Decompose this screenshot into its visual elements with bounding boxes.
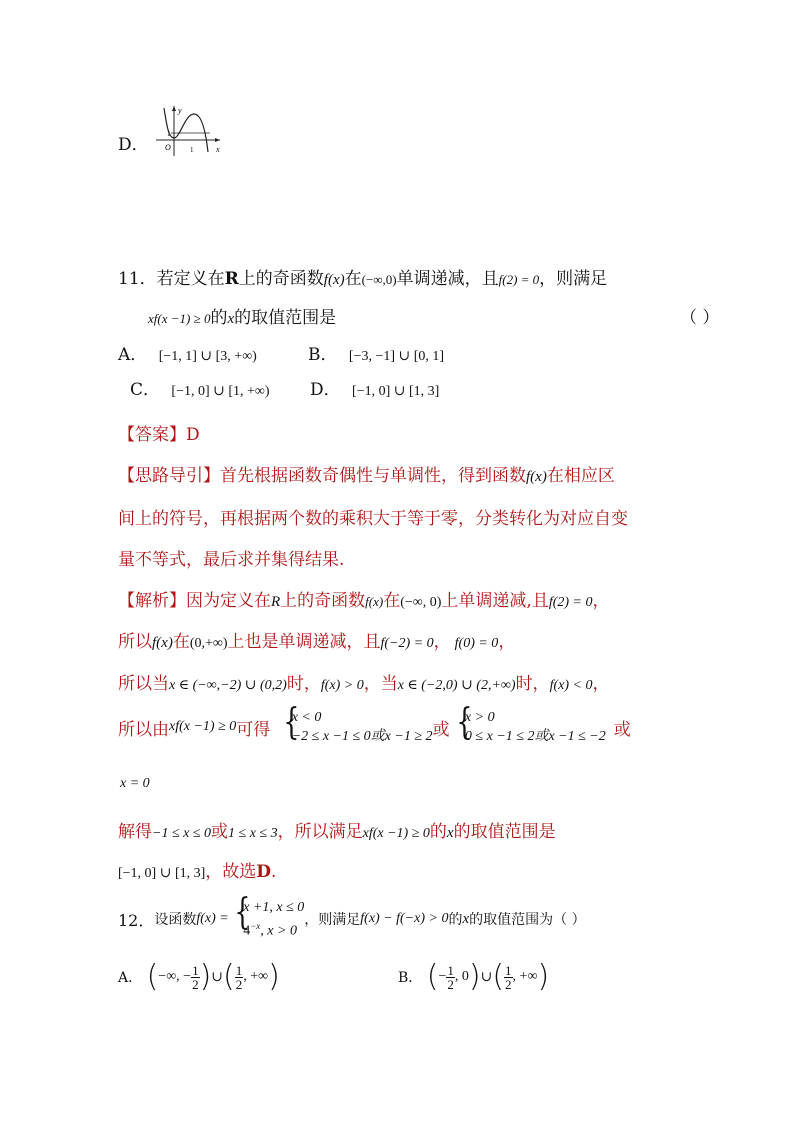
sol-text: 因为定义在 (186, 591, 271, 611)
sol-text: 所以当 (118, 674, 169, 694)
q11-stem-line1 (118, 264, 607, 289)
sol-text: 上也是单调递减，且 (227, 632, 381, 652)
q10-option-d (118, 130, 149, 155)
math-range: −1 ≤ x ≤ 0 (152, 826, 212, 841)
solution-line2 (118, 627, 515, 652)
sol-text: ，当 (363, 674, 398, 694)
q11-stem-line2 (148, 303, 336, 328)
solution-line7 (118, 857, 276, 882)
math-fx: f(x) (323, 272, 345, 288)
sol-text: 所以由 (118, 719, 169, 740)
set-r: R (224, 269, 239, 289)
math-set: [−1, 0] ∪ [1, 3] (118, 866, 206, 881)
frac-denominator: 2 (447, 976, 454, 992)
sol-text: 的取值范围是 (453, 822, 556, 842)
option-label: A． (118, 345, 148, 365)
stem-text: 上的奇函数 (238, 269, 324, 289)
math-fdef: f(x) = (196, 911, 229, 927)
answer-tag: 【答案】 (118, 425, 186, 445)
math-x: x (227, 311, 235, 327)
solution-tag: 【解析】 (118, 591, 186, 611)
math-set: x ∈ (−∞,−2) ∪ (0,2) (169, 678, 287, 693)
sol-text: 所以 (118, 632, 152, 652)
q12-stem (118, 898, 586, 941)
option-value: − (438, 969, 447, 984)
math-x: x (446, 825, 454, 841)
stem-text: 的取值范围是 (234, 308, 337, 328)
sol-text: 解得 (118, 822, 152, 842)
hint-tag: 【思路导引】 (118, 466, 220, 486)
math-f-neg2: f(−2) = 0 (380, 636, 434, 651)
sol-text: 在 (172, 632, 190, 652)
option-label: A． (118, 970, 143, 986)
math-range: 1 ≤ x ≤ 3 (228, 826, 278, 841)
math-fx: f(x) (365, 594, 384, 609)
sol-text: 或 (211, 822, 229, 842)
stem-text: 的 (210, 308, 228, 328)
frac-numerator: 1 (192, 962, 199, 978)
stem-text: ，则满足 (304, 912, 361, 929)
sol-text: 在 (383, 591, 401, 611)
math-interval: (0,+∞) (189, 636, 228, 651)
math-fx-negative: f(x) < 0 (549, 678, 593, 693)
q11-option-d (310, 375, 439, 400)
stem-text: ，则满足 (539, 269, 608, 289)
solution-line1 (118, 586, 610, 611)
frac-numerator: 1 (505, 962, 512, 978)
option-value: [−1, 0] ∪ [1, +∞) (171, 384, 270, 399)
union-symbol: ∪ (480, 969, 493, 985)
case-system-2 (455, 708, 606, 746)
x-axis-arrow (215, 138, 220, 142)
y-tick-label: 1 (167, 130, 171, 138)
frac-numerator: 1 (447, 962, 454, 978)
math-fx: f(x) (526, 469, 547, 485)
sol-text: ， (592, 591, 610, 611)
option-value: −∞, − (158, 969, 192, 984)
case-base: 4 (243, 923, 251, 939)
sol-text: ，所以满足 (277, 822, 363, 842)
sol-text: ， (433, 632, 451, 652)
option-value: [−1, 0] ∪ [1, 3] (352, 384, 440, 399)
sol-text: 上单调递减,且 (441, 591, 549, 611)
sol-text: 上的奇函数 (280, 591, 366, 611)
hint-line1 (118, 461, 615, 486)
math-r: R (271, 594, 281, 610)
frac-denominator: 2 (235, 976, 243, 992)
answer-value: D (256, 862, 272, 882)
sol-text: 可得 (236, 719, 271, 740)
answer-value: D (186, 425, 200, 445)
y-label: y (178, 106, 182, 115)
q12-option-b: B． (− $\frac{1}{2}$ , 0)∪( $\frac{1}{2}$ , +∞) (398, 959, 550, 994)
sol-text: ， (592, 674, 610, 694)
math-x: x (462, 910, 470, 927)
case-row: 0 ≤ x −1 ≤ 2或x −1 ≤ −2 (464, 729, 606, 744)
x-label: x (216, 145, 220, 154)
option-value: [−1, 1] ∪ [3, +∞) (158, 349, 257, 364)
case-row: { x +1, x ≤ 0 (243, 900, 305, 915)
option-label: D． (310, 380, 341, 400)
sol-text: 时， (286, 674, 321, 694)
solution-line3 (118, 669, 609, 694)
option-label: B． (308, 345, 338, 365)
math-f2: f(2) = 0 (548, 595, 593, 610)
sol-text: 时， (515, 674, 550, 694)
frac-numerator: 1 (235, 962, 243, 978)
answer-paren: （ ） (680, 308, 720, 328)
math-set: x ∈ (−2,0) ∪ (2,+∞) (397, 678, 516, 693)
case-condition: , x > 0 (260, 923, 297, 939)
option-value: , +∞ (243, 969, 269, 984)
answer-line (118, 420, 200, 445)
sol-text: ， (498, 632, 516, 652)
q10-option-d-graph (150, 104, 224, 158)
sol-text: 的 (429, 822, 447, 842)
hint-line2: 间上的符号，再根据两个数的乘积大于等于零，分类转化为对应自变 (118, 509, 628, 529)
math-inequality: f(x) − f(−x) > 0 (360, 911, 449, 927)
stem-text: 设函数 (154, 912, 197, 929)
question-number: 11． (118, 269, 157, 289)
case-system-1 (282, 708, 433, 746)
option-label: D． (118, 135, 149, 155)
case-row: { x < 0 (291, 710, 322, 725)
option-label: C． (130, 380, 161, 400)
math-interval: (−∞, 0) (400, 595, 442, 610)
sol-text: . (271, 862, 277, 882)
stem-text: 若定义在 (156, 269, 225, 289)
case-row: { x > 0 (464, 710, 495, 725)
option-value: , +∞ (512, 969, 538, 984)
x-tick-label: 1 (190, 146, 194, 154)
q11-option-b (308, 340, 444, 365)
option-value: [−3, −1] ∪ [0, 1] (348, 349, 445, 364)
option-value: , 0 (454, 969, 469, 984)
math-interval: (−∞,0) (361, 272, 397, 287)
stem-text: 的取值范围为（ ） (469, 912, 586, 929)
stem-text: 单调递减，且 (396, 269, 499, 289)
solution-line6 (118, 817, 556, 842)
frac-denominator: 2 (192, 976, 199, 992)
solution-line5: x = 0 (120, 776, 150, 791)
sol-text: 或 (613, 719, 631, 740)
option-label: B． (398, 970, 423, 986)
math-inequality: xf(x −1) ≥ 0 (362, 826, 430, 841)
math-inequality: xf(x −1) ≥ 0 (148, 311, 211, 326)
math-f0: f(0) = 0 (454, 636, 499, 651)
case-exponent: −x (250, 921, 261, 931)
math-inequality: xf(x −1) ≥ 0 (169, 719, 237, 734)
y-axis-arrow (172, 106, 176, 111)
stem-text: 在 (344, 269, 362, 289)
q11-option-c (130, 375, 270, 400)
math-fx-positive: f(x) > 0 (320, 678, 364, 693)
hint-text: 在相应区 (546, 466, 615, 486)
q11-option-a (118, 340, 257, 365)
union-symbol: ∪ (211, 969, 224, 985)
math-fx: f(x) (152, 635, 173, 651)
frac-denominator: 2 (505, 976, 512, 992)
hint-text: 首先根据函数奇偶性与单调性，得到函数 (220, 466, 526, 486)
solution-line4 (118, 708, 631, 746)
case-row: −2 ≤ x −1 ≤ 0或x −1 ≥ 2 (291, 729, 433, 744)
math-f2: f(2) = 0 (498, 272, 540, 287)
q12-option-a: A． (−∞, − $\frac{1}{2}$ )∪( $\frac{1}{2}$ , +∞) (118, 959, 280, 994)
hint-line3: 量不等式，最后求并集得结果. (118, 550, 345, 570)
sol-text: 或 (432, 719, 450, 740)
origin-label: O (165, 143, 171, 152)
question-number: 12． (118, 910, 155, 930)
sol-text: ，故选 (205, 862, 257, 882)
piecewise-definition (233, 898, 304, 941)
stem-text: 的 (448, 912, 463, 929)
